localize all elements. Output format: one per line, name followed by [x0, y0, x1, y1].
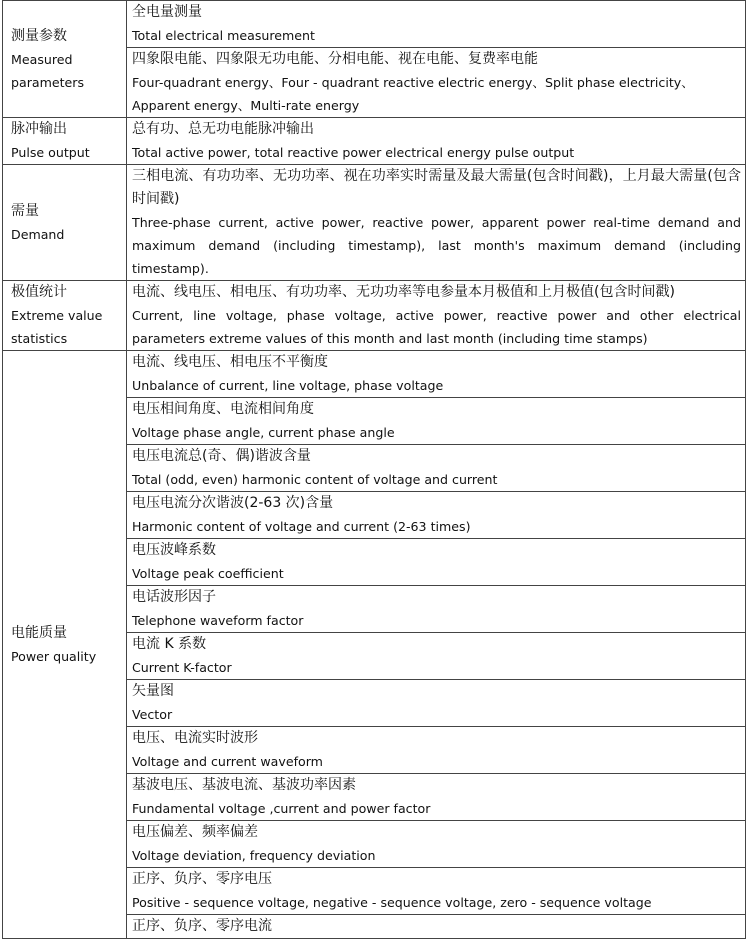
- item-cell: [127, 774, 746, 821]
- category-cell-power-quality: [3, 351, 127, 939]
- item-text-en: Harmonic content of voltage and current (2-63 times): [132, 519, 471, 534]
- category-cell-extreme-value-statistics: [3, 281, 127, 351]
- category-label-en: Demand: [11, 226, 65, 242]
- category-label-zh: 电能质量: [11, 624, 67, 641]
- category-label-en: Measured parameters: [11, 51, 85, 90]
- item-text-zh: 电压电流分次谐波(2-63 次)含量: [132, 495, 334, 511]
- item-text-en: Three-phase current, active power, reactive power, apparent power real-time demand and maximum demand (including timestamp), last month's maximum demand (including timestamp).: [132, 215, 741, 276]
- item-cell: [127, 586, 746, 633]
- item-text-zh: 电压波峰系数: [132, 542, 216, 558]
- item-text-zh: 电话波形因子: [132, 589, 216, 605]
- item-text-en: Vector: [132, 707, 173, 722]
- item-text-en: Fundamental voltage ,current and power factor: [132, 801, 431, 816]
- item-text-zh: 电流 K 系数: [132, 636, 207, 652]
- item-text-zh: 总有功、总无功电能脉冲输出: [132, 121, 314, 137]
- item-cell: [127, 445, 746, 492]
- item-cell: [127, 680, 746, 727]
- item-cell: [127, 492, 746, 539]
- item-cell: [127, 915, 746, 939]
- table-row: [3, 118, 746, 165]
- item-text-zh: 正序、负序、零序电压: [132, 871, 272, 887]
- item-text-zh: 电压偏差、频率偏差: [132, 824, 258, 840]
- item-cell: [127, 868, 746, 915]
- item-text-en: Voltage deviation, frequency deviation: [132, 848, 376, 863]
- category-cell-pulse-output: [3, 118, 127, 165]
- item-text-en: Four-quadrant energy、Four - quadrant reactive electric energy、Split phase electricity、Apparent energy、Multi-rate energy: [132, 75, 694, 113]
- item-cell: [127, 727, 746, 774]
- item-text-en: Positive - sequence voltage, negative - sequence voltage, zero - sequence voltage: [132, 895, 652, 910]
- item-text-zh: 正序、负序、零序电流: [132, 918, 272, 934]
- category-label-zh: 脉冲输出: [11, 121, 67, 137]
- item-cell: [127, 118, 746, 165]
- item-text-zh: 电压电流总(奇、偶)谐波含量: [132, 448, 311, 464]
- table-row: [3, 351, 746, 398]
- item-cell: [127, 821, 746, 868]
- item-text-zh: 三相电流、有功功率、无功功率、视在功率实时需量及最大需量(包含时间戳)，上月最大需量(包含时间戳): [132, 168, 741, 207]
- table-row: [3, 281, 746, 351]
- item-cell: [127, 351, 746, 398]
- category-label-zh: 需量: [11, 202, 39, 219]
- table-row: [3, 165, 746, 281]
- category-label-en: Power quality: [11, 648, 97, 664]
- item-cell: [127, 539, 746, 586]
- item-cell: [127, 165, 746, 281]
- item-text-en: Total active power, total reactive power electrical energy pulse output: [132, 145, 575, 160]
- item-text-en: Total (odd, even) harmonic content of voltage and current: [132, 472, 498, 487]
- spec-table: [2, 0, 746, 939]
- item-text-en: Voltage phase angle, current phase angle: [132, 425, 395, 440]
- category-label-zh: 测量参数: [11, 27, 67, 44]
- item-text-zh: 基波电压、基波电流、基波功率因素: [132, 777, 356, 793]
- item-cell: [127, 281, 746, 351]
- item-cell: [127, 398, 746, 445]
- item-cell: [127, 633, 746, 680]
- category-label-zh: 极值统计: [11, 284, 67, 300]
- category-cell-demand: [3, 165, 127, 281]
- category-cell-measured-parameters: [3, 1, 127, 118]
- item-text-en: Telephone waveform factor: [132, 613, 304, 628]
- item-text-en: Voltage peak coefficient: [132, 566, 284, 581]
- category-label-en: Pulse output: [11, 145, 90, 160]
- item-text-en: Current K-factor: [132, 660, 232, 675]
- item-text-zh: 电压相间角度、电流相间角度: [132, 401, 314, 417]
- category-label-en: Extreme value statistics: [11, 308, 103, 346]
- item-text-zh: 矢量图: [132, 683, 174, 699]
- item-text-en: Total electrical measurement: [132, 28, 315, 43]
- table-row: [3, 1, 746, 48]
- item-text-zh: 电流、线电压、相电压、有功功率、无功功率等电参量本月极值和上月极值(包含时间戳): [132, 284, 675, 300]
- item-text-zh: 电流、线电压、相电压不平衡度: [132, 354, 328, 370]
- item-text-zh: 电压、电流实时波形: [132, 730, 258, 746]
- item-text-zh: 四象限电能、四象限无功电能、分相电能、视在电能、复费率电能: [132, 51, 538, 67]
- item-cell: [127, 1, 746, 48]
- item-text-en: Current, line voltage, phase voltage, active power, reactive power and other electrical parameters extreme values of this month and last month (including time stamps): [132, 308, 741, 346]
- item-text-en: Unbalance of current, line voltage, phase voltage: [132, 378, 444, 393]
- item-cell: [127, 48, 746, 118]
- item-text-zh: 全电量测量: [132, 4, 202, 20]
- item-text-en: Voltage and current waveform: [132, 754, 323, 769]
